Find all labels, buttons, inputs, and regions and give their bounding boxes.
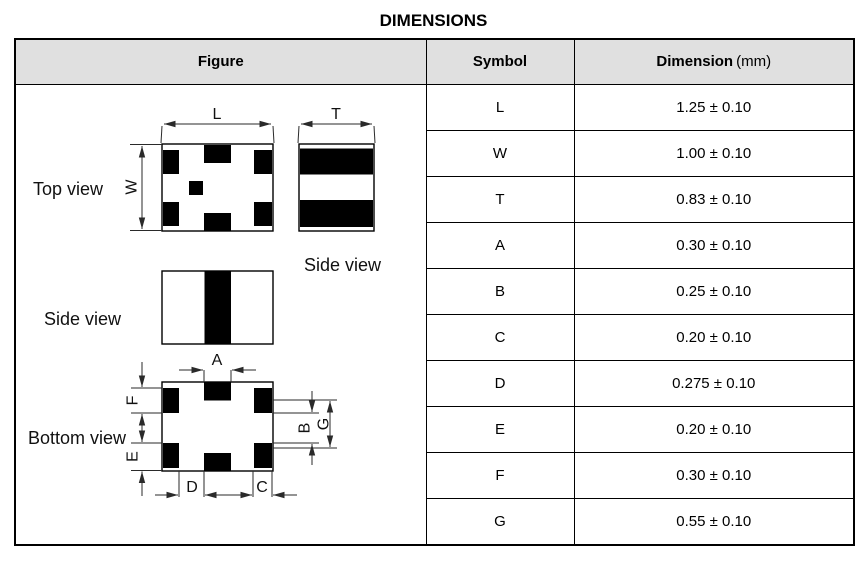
symbol-cell: G — [426, 498, 574, 544]
dim-label-T: T — [331, 105, 341, 123]
symbol-cell: C — [426, 314, 574, 360]
value-cell: 1.00 ± 0.10 — [574, 130, 854, 176]
value-cell: 0.20 ± 0.10 — [574, 314, 854, 360]
symbol-cell: A — [426, 222, 574, 268]
table-row — [15, 84, 854, 130]
top-view-label: Top view — [33, 178, 104, 199]
figure-cell — [15, 84, 426, 545]
pad — [204, 382, 231, 400]
header-dimension-unit: (mm) — [736, 53, 772, 71]
symbol-cell: D — [426, 360, 574, 406]
header-symbol: Symbol — [426, 39, 574, 84]
pad — [163, 388, 179, 413]
value-cell: 0.20 ± 0.10 — [574, 406, 854, 452]
pad — [189, 181, 203, 195]
pad — [254, 443, 272, 468]
header-row — [15, 39, 854, 84]
side-view-right-label: Side view — [304, 254, 382, 275]
top-view-drawing — [33, 106, 274, 231]
value-cell: 0.25 ± 0.10 — [574, 268, 854, 314]
pad — [300, 200, 373, 227]
value-cell: 0.30 ± 0.10 — [574, 222, 854, 268]
pad — [163, 150, 179, 174]
symbol-cell: B — [426, 268, 574, 314]
pad — [205, 271, 232, 343]
symbol-cell: L — [426, 84, 574, 130]
pad — [163, 443, 179, 468]
value-cell: 0.275 ± 0.10 — [574, 360, 854, 406]
symbol-cell: T — [426, 176, 574, 222]
dim-label-E: E — [124, 450, 142, 462]
pad — [204, 213, 231, 231]
side-view-left-label: Side view — [44, 308, 122, 329]
header-figure: Figure — [15, 39, 426, 84]
dim-label-G: G — [315, 417, 333, 430]
pad — [254, 202, 272, 226]
pad — [254, 150, 272, 174]
dim-label-L: L — [212, 105, 222, 123]
value-cell: 0.55 ± 0.10 — [574, 498, 854, 544]
pad — [254, 388, 272, 413]
dim-A — [179, 352, 256, 382]
dim-label-D: D — [186, 478, 198, 496]
pad — [204, 453, 231, 471]
package-dimension-drawing — [16, 85, 425, 544]
bottom-view-label: Bottom view — [28, 427, 127, 448]
dim-E — [125, 443, 163, 496]
dim-label-B: B — [296, 422, 314, 433]
dim-B — [273, 391, 319, 465]
header-dimension-label: Dimension — [656, 53, 734, 71]
pad — [204, 145, 231, 163]
dim-D — [155, 471, 204, 497]
dim-T — [298, 106, 375, 143]
symbol-cell: W — [426, 130, 574, 176]
value-cell: 1.25 ± 0.10 — [574, 84, 854, 130]
header-dimension — [574, 39, 854, 84]
side-view-left-drawing — [44, 271, 273, 344]
bottom-view-drawing — [28, 352, 337, 497]
dim-label-C: C — [256, 478, 268, 496]
dimensions-table — [14, 38, 855, 546]
dim-label-W: W — [123, 178, 141, 195]
pad — [163, 202, 179, 226]
dim-label-A: A — [211, 351, 223, 369]
dim-F — [125, 362, 163, 413]
symbol-cell: E — [426, 406, 574, 452]
symbol-cell: F — [426, 452, 574, 498]
dim-C — [253, 471, 297, 497]
value-cell: 0.30 ± 0.10 — [574, 452, 854, 498]
dim-L — [161, 106, 274, 143]
dim-label-F: F — [124, 395, 142, 405]
value-cell: 0.83 ± 0.10 — [574, 176, 854, 222]
side-view-right-drawing — [298, 106, 382, 275]
pad — [300, 148, 373, 174]
dim-W — [124, 144, 163, 230]
page-title: DIMENSIONS — [379, 11, 488, 30]
